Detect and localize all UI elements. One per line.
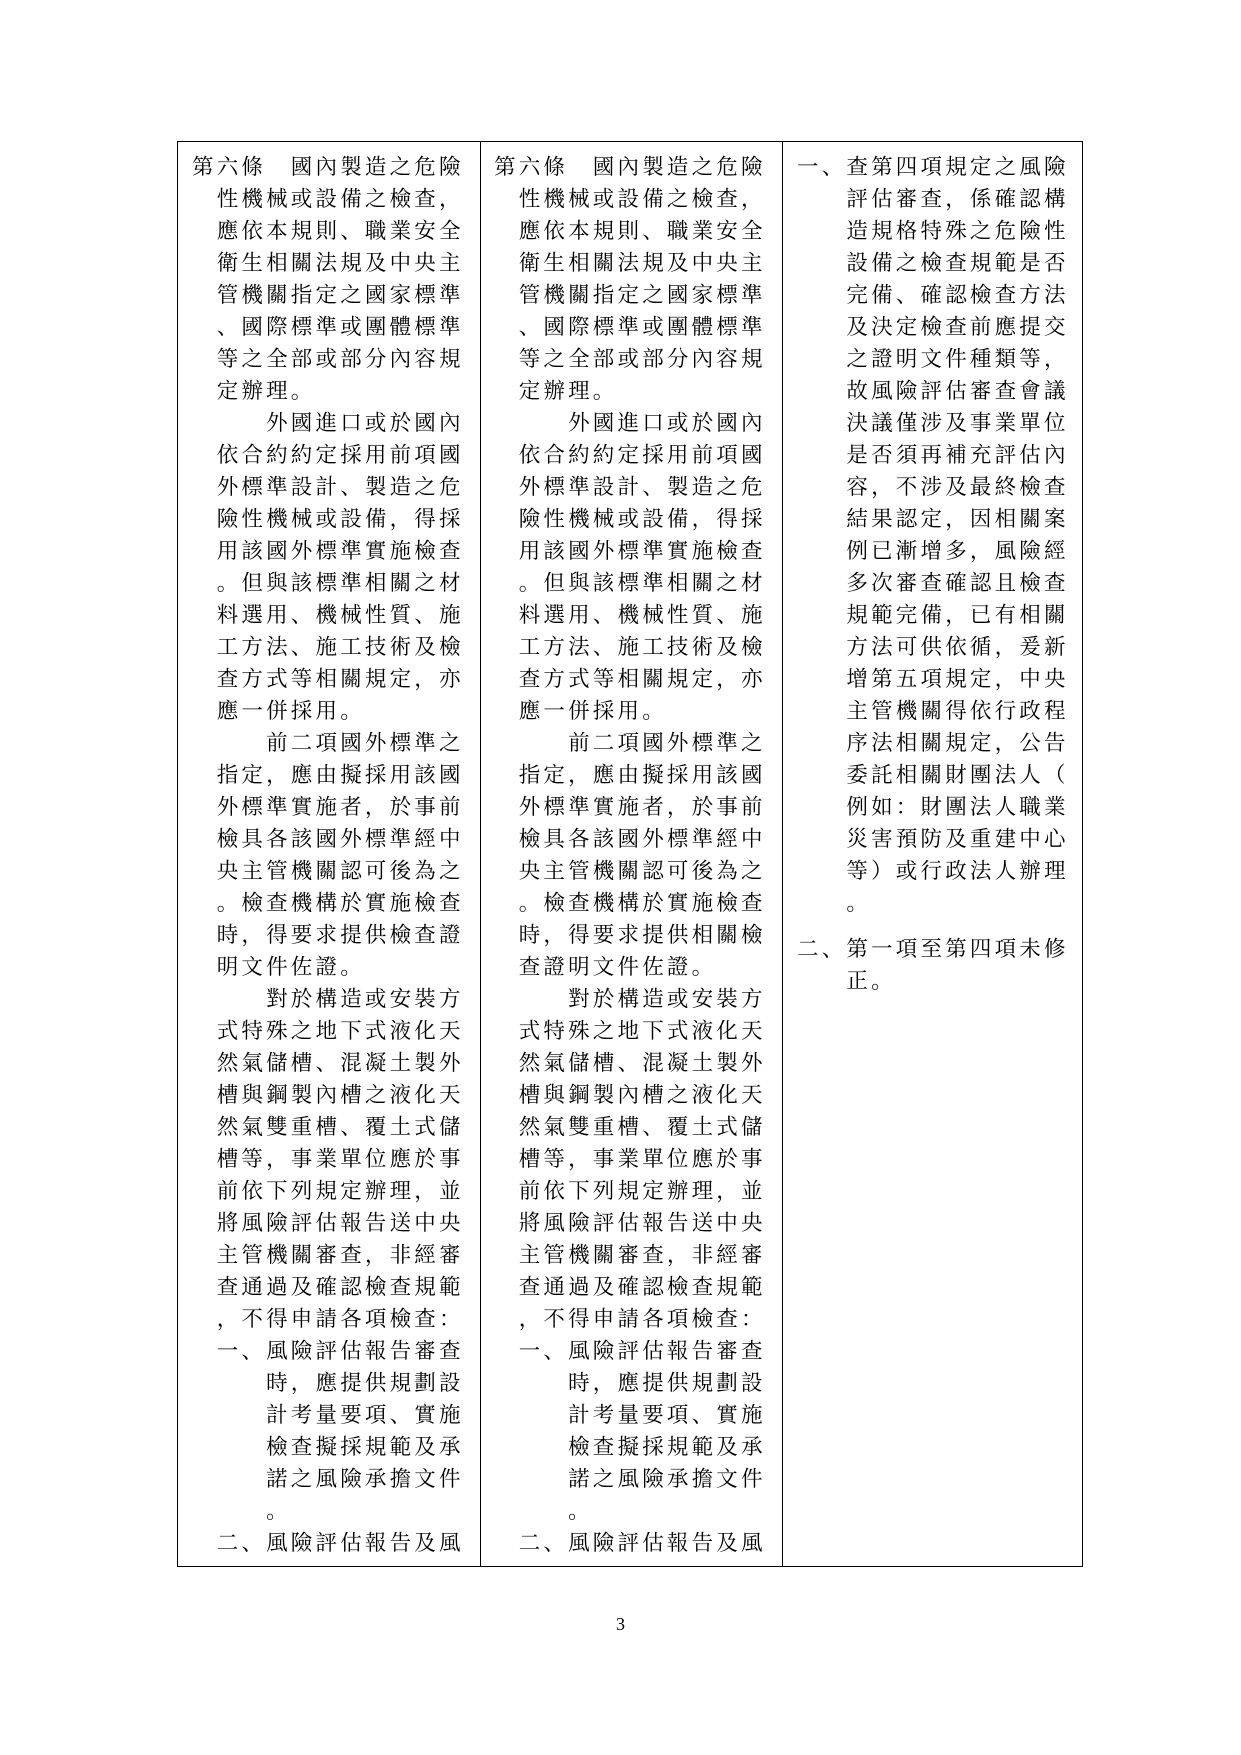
text-line: 用該國外標準實施檢查 <box>518 539 766 564</box>
text-line: 及決定檢查前應提交 <box>846 315 1069 340</box>
text-line: 外國進口或於國內 <box>568 411 766 436</box>
text-line: 定辦理。 <box>216 379 316 404</box>
text-line: 結果認定，因相關案 <box>846 507 1069 532</box>
text-line: 性機械或設備之檢查， <box>216 187 464 212</box>
text-line: 第六條 國內製造之危險 <box>494 155 766 180</box>
text-line: 完備、確認檢查方法 <box>846 283 1069 308</box>
text-line: 災害預防及重建中心 <box>846 827 1069 852</box>
text-line: 故風險評估審查會議 <box>846 379 1069 404</box>
text-line: 方法可供依循，爰新 <box>846 635 1069 660</box>
text-line: 前依下列規定辦理，並 <box>518 1179 766 1204</box>
text-line: ，不得申請各項檢查： <box>518 1307 766 1332</box>
text-line: 對於構造或安裝方 <box>266 987 464 1012</box>
text-line: 檢查擬採規範及承 <box>266 1435 464 1460</box>
text-line: 序法相關規定，公告 <box>846 731 1069 756</box>
text-line: 設備之檢查規範是否 <box>846 251 1069 276</box>
text-line: 檢具各該國外標準經中 <box>216 827 464 852</box>
text-line: 槽等，事業單位應於事 <box>216 1147 464 1172</box>
text-line: 例已漸增多，風險經 <box>846 539 1069 564</box>
text-line: 是否須再補充評估內 <box>846 443 1069 468</box>
text-line: 央主管機關認可後為之 <box>518 859 766 884</box>
text-line: 主管機關審查，非經審 <box>216 1243 464 1268</box>
text-line: 時，應提供規劃設 <box>266 1371 464 1396</box>
text-line: 查方式等相關規定，亦 <box>216 667 464 692</box>
text-line: 一、風險評估報告審查 <box>518 1339 766 1364</box>
text-line: 二、風險評估報告及風 <box>216 1531 464 1556</box>
text-line: 。 <box>846 891 872 916</box>
text-line: 查方式等相關規定，亦 <box>518 667 766 692</box>
text-line: 衛生相關法規及中央主 <box>216 251 464 276</box>
text-line: 檢具各該國外標準經中 <box>518 827 766 852</box>
text-line: 槽等，事業單位應於事 <box>518 1147 766 1172</box>
text-line: 應一併採用。 <box>216 699 365 724</box>
text-line: 將風險評估報告送中央 <box>518 1211 766 1236</box>
text-line: 工方法、施工技術及檢 <box>518 635 766 660</box>
text-line: 衛生相關法規及中央主 <box>518 251 766 276</box>
text-line: 主管機關得依行政程 <box>846 699 1069 724</box>
text-line: 然氣雙重槽、覆土式儲 <box>216 1115 464 1140</box>
text-line: 時，得要求提供相關檢 <box>518 923 766 948</box>
text-line: 槽與鋼製內槽之液化天 <box>518 1083 766 1108</box>
text-line: 諾之風險承擔文件 <box>568 1467 766 1492</box>
text-line: 管機關指定之國家標準 <box>216 283 464 308</box>
text-line: 二、風險評估報告及風 <box>518 1531 766 1556</box>
text-line: 一、風險評估報告審查 <box>216 1339 464 1364</box>
text-line: 查通過及確認檢查規範 <box>518 1275 766 1300</box>
text-line: 外標準實施者，於事前 <box>216 795 464 820</box>
text-line: 險性機械或設備，得採 <box>518 507 766 532</box>
text-line: 主管機關審查，非經審 <box>518 1243 766 1268</box>
text-line: 造規格特殊之危險性 <box>846 219 1069 244</box>
text-line: 應依本規則、職業安全 <box>518 219 766 244</box>
text-line: 。但與該標準相關之材 <box>518 571 766 596</box>
text-line: 然氣儲槽、混凝土製外 <box>216 1051 464 1076</box>
text-line: 式特殊之地下式液化天 <box>216 1019 464 1044</box>
text-line: 性機械或設備之檢查， <box>518 187 766 212</box>
comparison-table <box>177 141 1083 1567</box>
text-line: 委託相關財團法人（ <box>846 763 1069 788</box>
text-line: 前二項國外標準之 <box>266 731 464 756</box>
text-line: 等之全部或部分內容規 <box>518 347 766 372</box>
text-line: 二、第一項至第四項未修 <box>797 937 1069 962</box>
text-line: 容，不涉及最終檢查 <box>846 475 1069 500</box>
text-line: 依合約約定採用前項國 <box>216 443 464 468</box>
column-current-text <box>481 142 783 1566</box>
text-line: 。但與該標準相關之材 <box>216 571 464 596</box>
text-line: 正。 <box>846 969 896 994</box>
text-line: 之證明文件種類等， <box>846 347 1069 372</box>
text-line: 計考量要項、實施 <box>266 1403 464 1428</box>
text-line: 評估審查，係確認構 <box>846 187 1069 212</box>
text-line: 計考量要項、實施 <box>568 1403 766 1428</box>
column-explanation <box>783 142 1081 1566</box>
text-line: 應依本規則、職業安全 <box>216 219 464 244</box>
text-line: 指定，應由擬採用該國 <box>518 763 766 788</box>
text-line: 外標準設計、製造之危 <box>216 475 464 500</box>
text-line: 。檢查機構於實施檢查 <box>518 891 766 916</box>
text-line: 、國際標準或團體標準 <box>518 315 766 340</box>
text-line: 。檢查機構於實施檢查 <box>216 891 464 916</box>
text-line: 前二項國外標準之 <box>568 731 766 756</box>
text-line: 對於構造或安裝方 <box>568 987 766 1012</box>
column-amended-text <box>178 142 481 1566</box>
text-line: 諾之風險承擔文件 <box>266 1467 464 1492</box>
text-line: 工方法、施工技術及檢 <box>216 635 464 660</box>
text-line: 外國進口或於國內 <box>266 411 464 436</box>
text-line: 應一併採用。 <box>518 699 667 724</box>
text-line: 增第五項規定，中央 <box>846 667 1069 692</box>
text-line: 指定，應由擬採用該國 <box>216 763 464 788</box>
text-line: 檢查擬採規範及承 <box>568 1435 766 1460</box>
text-line: ，不得申請各項檢查： <box>216 1307 464 1332</box>
text-line: 。 <box>266 1499 291 1524</box>
text-line: 外標準設計、製造之危 <box>518 475 766 500</box>
text-line: 查證明文件佐證。 <box>518 955 717 980</box>
text-line: 。 <box>568 1499 593 1524</box>
text-line: 料選用、機械性質、施 <box>518 603 766 628</box>
text-line: 等）或行政法人辦理 <box>846 859 1069 884</box>
text-line: 然氣儲槽、混凝土製外 <box>518 1051 766 1076</box>
text-line: 式特殊之地下式液化天 <box>518 1019 766 1044</box>
text-line: 例如：財團法人職業 <box>846 795 1069 820</box>
text-line: 定辦理。 <box>518 379 618 404</box>
text-line: 依合約約定採用前項國 <box>518 443 766 468</box>
text-line: 時，得要求提供檢查證 <box>216 923 464 948</box>
text-line: 明文件佐證。 <box>216 955 365 980</box>
text-line: 、國際標準或團體標準 <box>216 315 464 340</box>
text-line: 外標準實施者，於事前 <box>518 795 766 820</box>
text-line: 決議僅涉及事業單位 <box>846 411 1069 436</box>
text-line: 前依下列規定辦理，並 <box>216 1179 464 1204</box>
text-line: 查通過及確認檢查規範 <box>216 1275 464 1300</box>
text-line: 然氣雙重槽、覆土式儲 <box>518 1115 766 1140</box>
text-line: 央主管機關認可後為之 <box>216 859 464 884</box>
text-line: 第六條 國內製造之危險 <box>192 155 464 180</box>
text-line: 管機關指定之國家標準 <box>518 283 766 308</box>
text-line: 一、查第四項規定之風險 <box>797 155 1069 180</box>
text-line: 將風險評估報告送中央 <box>216 1211 464 1236</box>
text-line: 多次審查確認且檢查 <box>846 571 1069 596</box>
text-line: 險性機械或設備，得採 <box>216 507 464 532</box>
text-line: 規範完備，已有相關 <box>846 603 1069 628</box>
text-line: 等之全部或部分內容規 <box>216 347 464 372</box>
text-line: 用該國外標準實施檢查 <box>216 539 464 564</box>
text-line: 槽與鋼製內槽之液化天 <box>216 1083 464 1108</box>
text-line: 料選用、機械性質、施 <box>216 603 464 628</box>
page-number: 3 <box>616 1614 625 1634</box>
text-line: 時，應提供規劃設 <box>568 1371 766 1396</box>
